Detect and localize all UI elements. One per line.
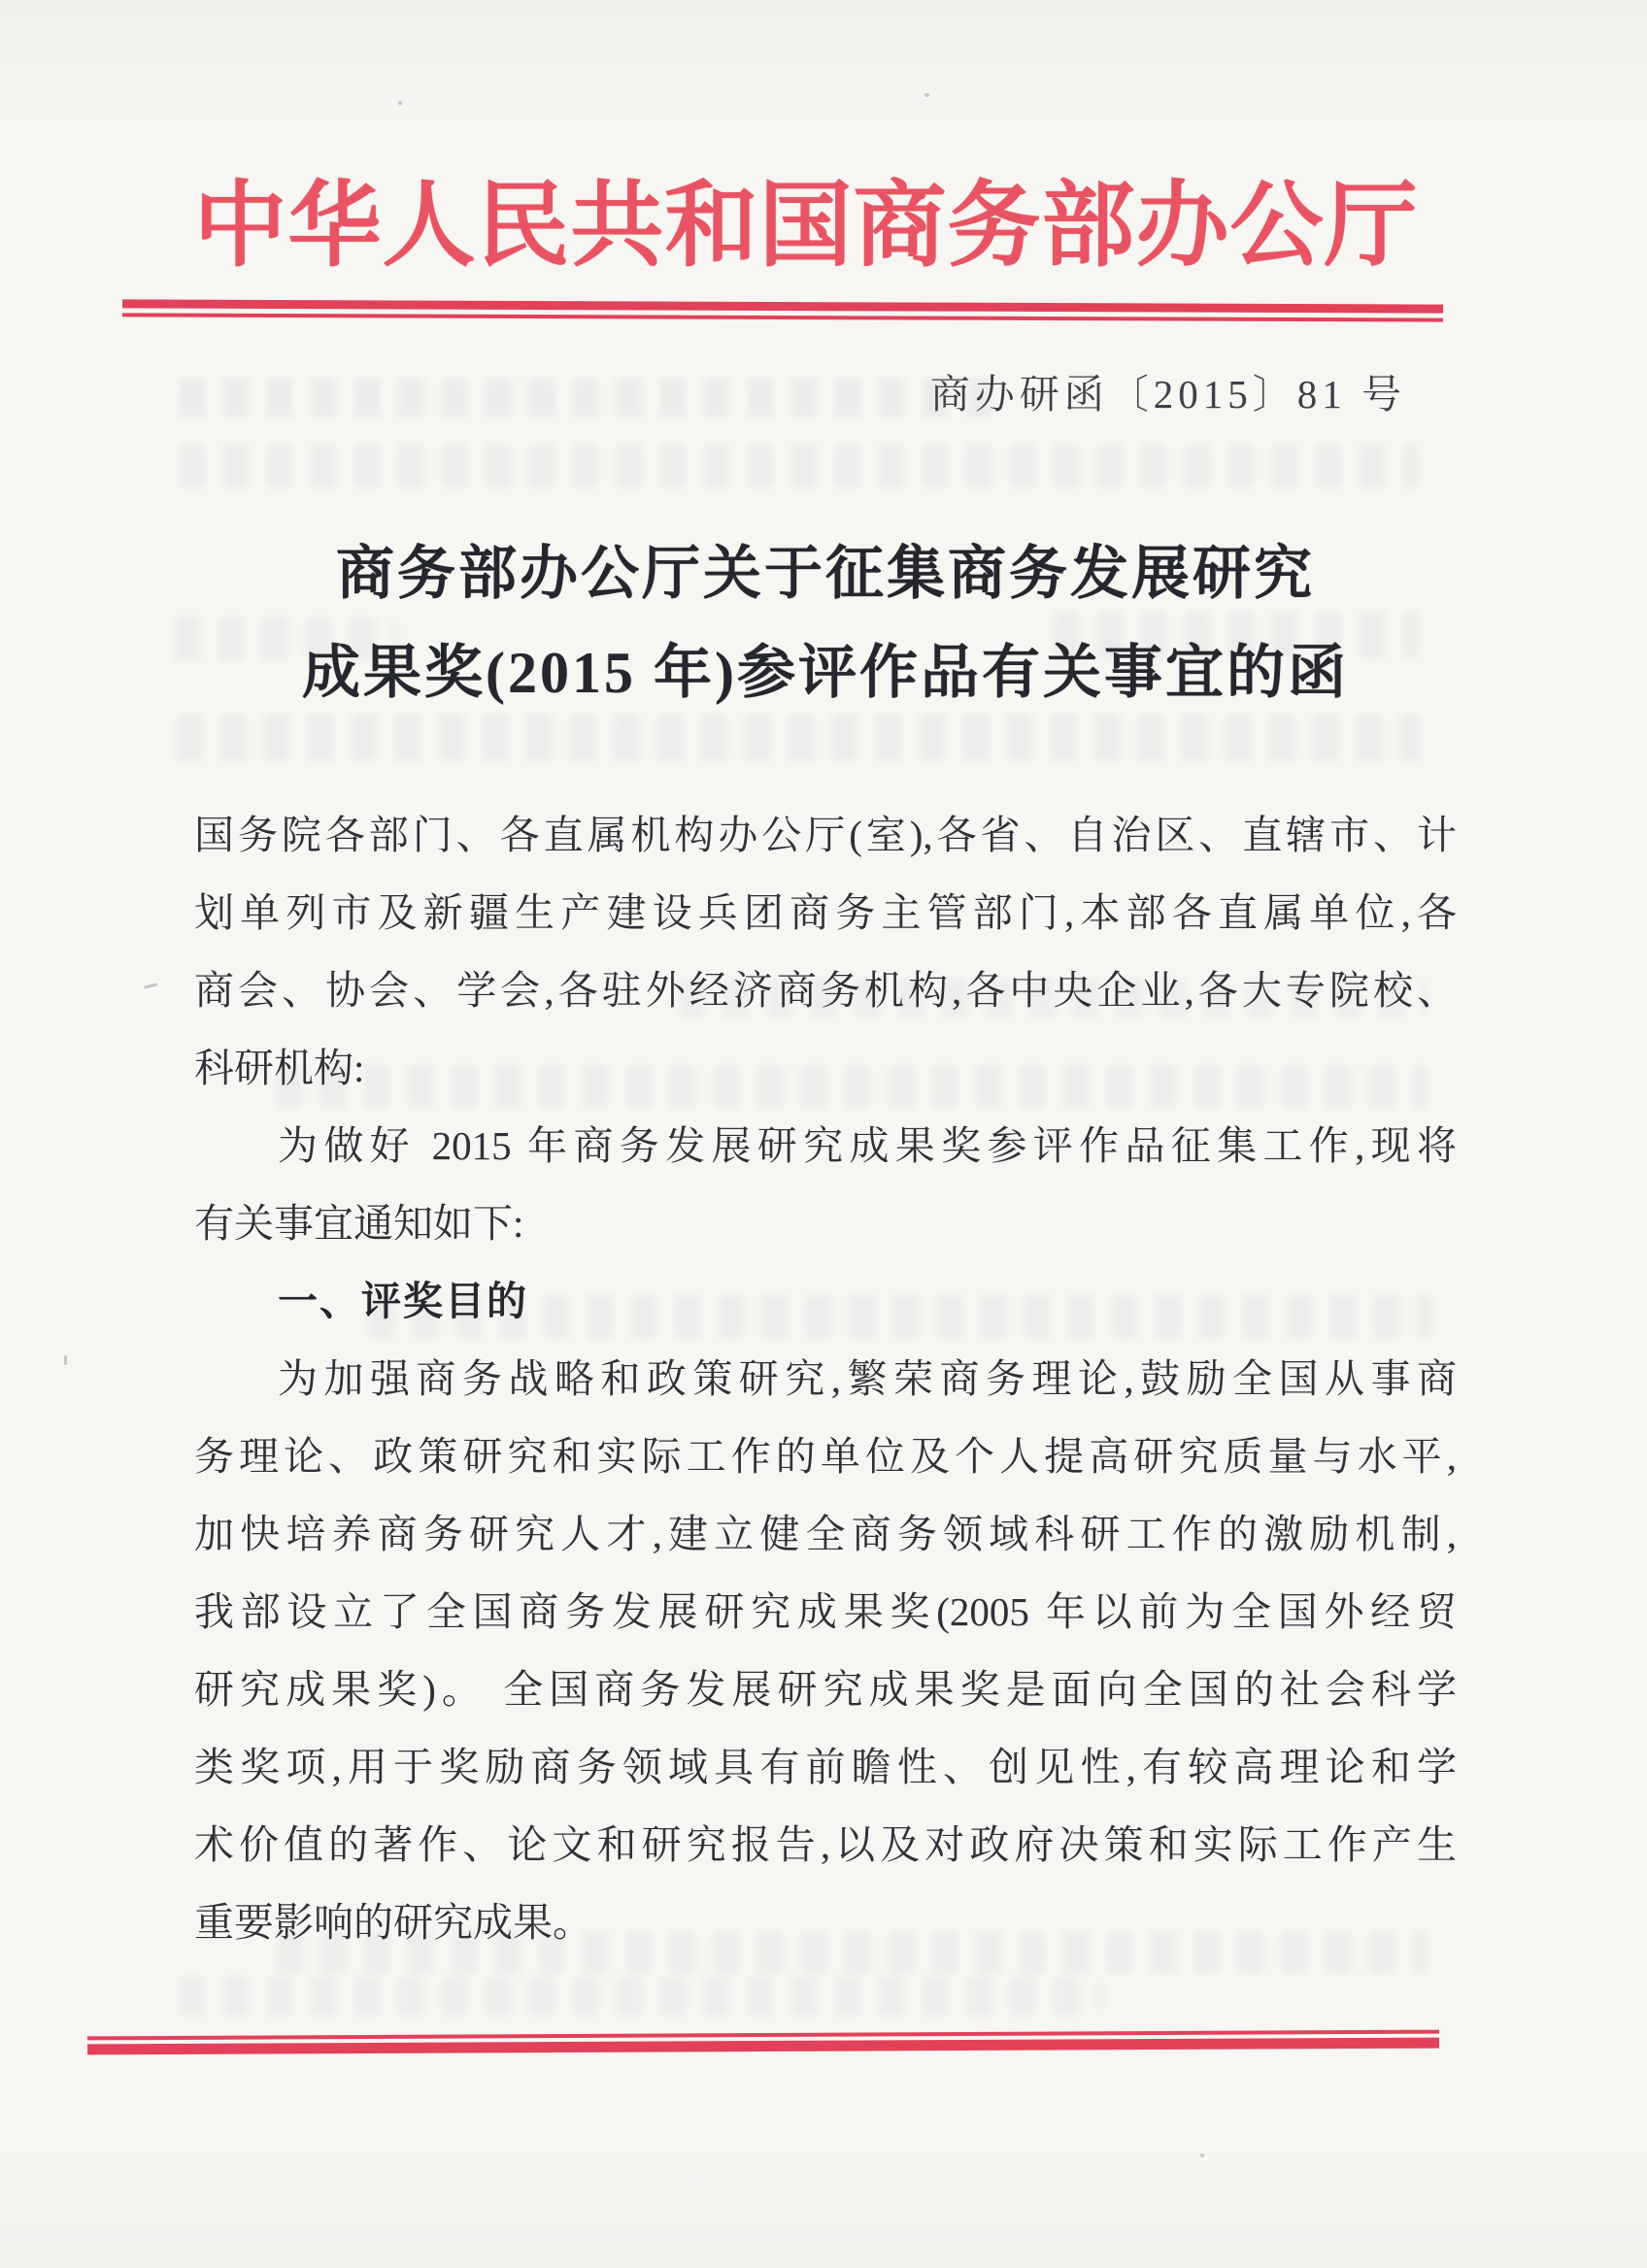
section-paragraph-line: 我部设立了全国商务发展研究成果奖(2005 年以前为全国外经贸: [194, 1589, 1457, 1634]
salutation-line: 科研机构:: [194, 1046, 365, 1090]
section-heading: 一、评奖目的: [278, 1279, 528, 1323]
section-paragraph-line: 加快培养商务研究人才,建立健全商务领域科研工作的激励机制,: [194, 1512, 1457, 1556]
bleedthrough-artifact: [180, 379, 995, 417]
bleedthrough-artifact: [180, 445, 1418, 487]
scan-speck: [924, 93, 929, 97]
scan-speck: [398, 101, 402, 105]
section-paragraph-line: 类奖项,用于奖励商务领域具有前瞻性、创见性,有较高理论和学: [194, 1745, 1457, 1789]
salutation-line: 商会、协会、学会,各驻外经济商务机构,各中央企业,各大专院校、: [194, 968, 1457, 1013]
footer-separator-rule: [87, 2030, 1439, 2055]
section-paragraph-line: 重要影响的研究成果。: [194, 1900, 592, 1945]
section-paragraph-line: 研究成果奖)。 全国商务发展研究成果奖是面向全国的社会科学: [194, 1667, 1457, 1712]
scan-speck: [1200, 2153, 1204, 2157]
document-title: [155, 524, 1496, 722]
scan-speck: [144, 983, 157, 988]
section-paragraph-line: 务理论、政策研究和实际工作的单位及个人提高研究质量与水平,: [194, 1434, 1457, 1479]
salutation-line: 划单列市及新疆生产建设兵团商务主管部门,本部各直属单位,各: [194, 890, 1457, 935]
bleedthrough-artifact: [180, 1977, 1102, 2016]
document-number: 商办研函〔2015〕81 号: [929, 372, 1406, 417]
scan-speck: [64, 1355, 67, 1365]
document-title-line-2: 成果奖(2015 年)参评作品有关事宜的函: [302, 641, 1349, 705]
letterhead-separator-rule: [122, 299, 1443, 321]
intro-paragraph-line: 为做好 2015 年商务发展研究成果奖参评作品征集工作,现将: [278, 1123, 1457, 1168]
letterhead-org-name: 中华人民共和国商务部办公厅: [193, 174, 1419, 278]
intro-paragraph-line: 有关事宜通知如下:: [194, 1201, 524, 1246]
section-paragraph-line: 为加强商务战略和政策研究,繁荣商务理论,鼓励全国从事商: [278, 1356, 1457, 1401]
document-title-line-1: 商务部办公厅关于征集商务发展研究: [336, 542, 1315, 606]
section-paragraph-line: 术价值的著作、论文和研究报告,以及对政府决策和实际工作产生: [194, 1822, 1457, 1867]
document-body: [194, 796, 1457, 1961]
salutation-line: 国务院各部门、各直属机构办公厅(室),各省、自治区、直辖市、计: [194, 813, 1457, 857]
